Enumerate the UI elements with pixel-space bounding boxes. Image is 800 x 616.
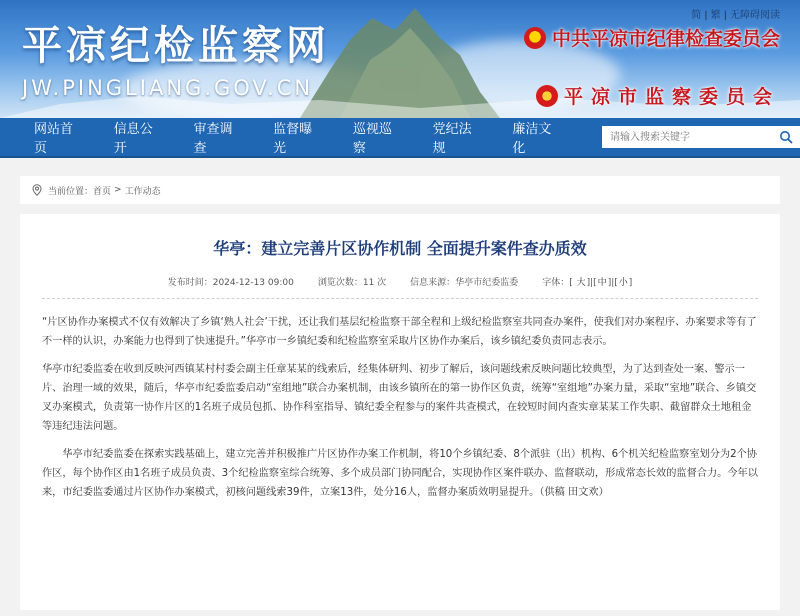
font-small-button[interactable]: 小 [618,278,628,288]
main-nav [0,118,800,158]
search-input[interactable] [602,126,772,148]
info-source: 信息来源：华亭市纪委监委 [410,278,519,288]
breadcrumb-current[interactable]: 工作动态 [124,186,161,197]
party-emblem-icon [524,27,546,49]
simplified-link[interactable]: 简 [691,10,702,21]
font-medium-button[interactable]: 中 [597,278,607,288]
article-paragraph: 华亭市纪委监委在收到反映河西镇某村村委会副主任章某某的线索后，经集体研判、初步了解后，该问题线索反映问题比较典型，为了达到查处一案、警示一片、治理一域的效果，随后，华亭市纪委监委启动“室组地”联合办案机制，由该乡镇所在的第一协作区负责，统筹“室组地”办案力量，采取“室地”联合、乡镇交叉办案模式，负责第一协作片区的1名班子成员包抓、协作科室指导、镇纪委全程参与的案件共查模式，在较短时间内查实章某某工作失职、截留群众土地租金等违纪违法问题。 [42,364,757,432]
search-icon [779,130,793,144]
view-count: 浏览次数：11 次 [317,278,387,288]
nav-home[interactable]: 网站首页 [34,122,74,156]
traditional-link[interactable]: 繁 [710,10,721,21]
top-links: 简 | 繁 | 无障碍阅读 [691,10,780,21]
search-button[interactable] [772,126,800,148]
nav-investigation[interactable]: 审查调查 [193,122,233,156]
nav-info-disclosure[interactable]: 信息公开 [113,122,153,156]
org-state-name: 平凉市监察委员会 [563,86,780,108]
article-paragraph: 华亭市纪委监委在探索实践基础上，建立完善并积极推广片区协作办案工作机制，将10个乡镇纪委、8个派驻（出）机构、6个机关纪检监察室划分为2个协作区，每个协作区由1名班子成员负责、3个纪检监察室综合统筹、多个成员部门协同配合，实现协作区案件联办、监督联动，形成常态长效的监督合力。今年以来，市纪委监委通过片区协作办案模式，初核问题线索39件，立案13件，处分16人，监督办案质效明显提升。（供稿 田文欢） [42,449,758,498]
breadcrumb-separator: > [114,185,122,195]
breadcrumb-home[interactable]: 首页 [93,186,112,197]
font-large-button[interactable]: 大 [576,278,586,288]
site-title: 平凉纪检监察网 [22,22,330,69]
content-wrapper [20,176,780,610]
publish-time: 发布时间：2024-12-13 09:00 [167,278,294,288]
article-meta [42,275,758,299]
accessibility-link[interactable]: 无障碍阅读 [730,10,780,21]
national-emblem-icon [536,85,558,107]
nav-integrity-culture[interactable]: 廉洁文化 [512,122,552,156]
org-party-committee [524,24,780,51]
font-size-switcher: 字体：[ 大]|[中]|[小] [542,278,633,288]
org-party-name: 中共平凉市纪律检查委员会 [551,28,780,50]
article-title: 华亭：建立完善片区协作机制 全面提升案件查办质效 [213,239,587,258]
article-body [42,313,758,502]
nav-inspection[interactable]: 巡视巡察 [352,122,392,156]
nav-regulations[interactable]: 党纪法规 [432,122,472,156]
site-domain: JW.PINGLIANG.GOV.CN [22,76,314,100]
site-banner [0,0,800,118]
article-paragraph: “片区协作办案模式不仅有效解决了乡镇‘熟人社会’干扰，还让我们基层纪检监察干部全程和上级纪检监察室共同查办案件，使我们对办案程序、办案要求等有了不一样的认识，办案能力也得到了快速提升。”华亭市一乡镇纪委和纪检监察室采取片区协作办案后，该乡镇纪委负责同志表示。 [42,317,757,347]
nav-exposure[interactable]: 监督曝光 [273,122,313,156]
search-box [602,126,800,148]
org-supervision-commission [536,82,780,109]
location-pin-icon [32,184,42,196]
article [20,214,780,610]
breadcrumb-prefix: 当前位置： [48,186,94,197]
breadcrumb [20,176,780,204]
